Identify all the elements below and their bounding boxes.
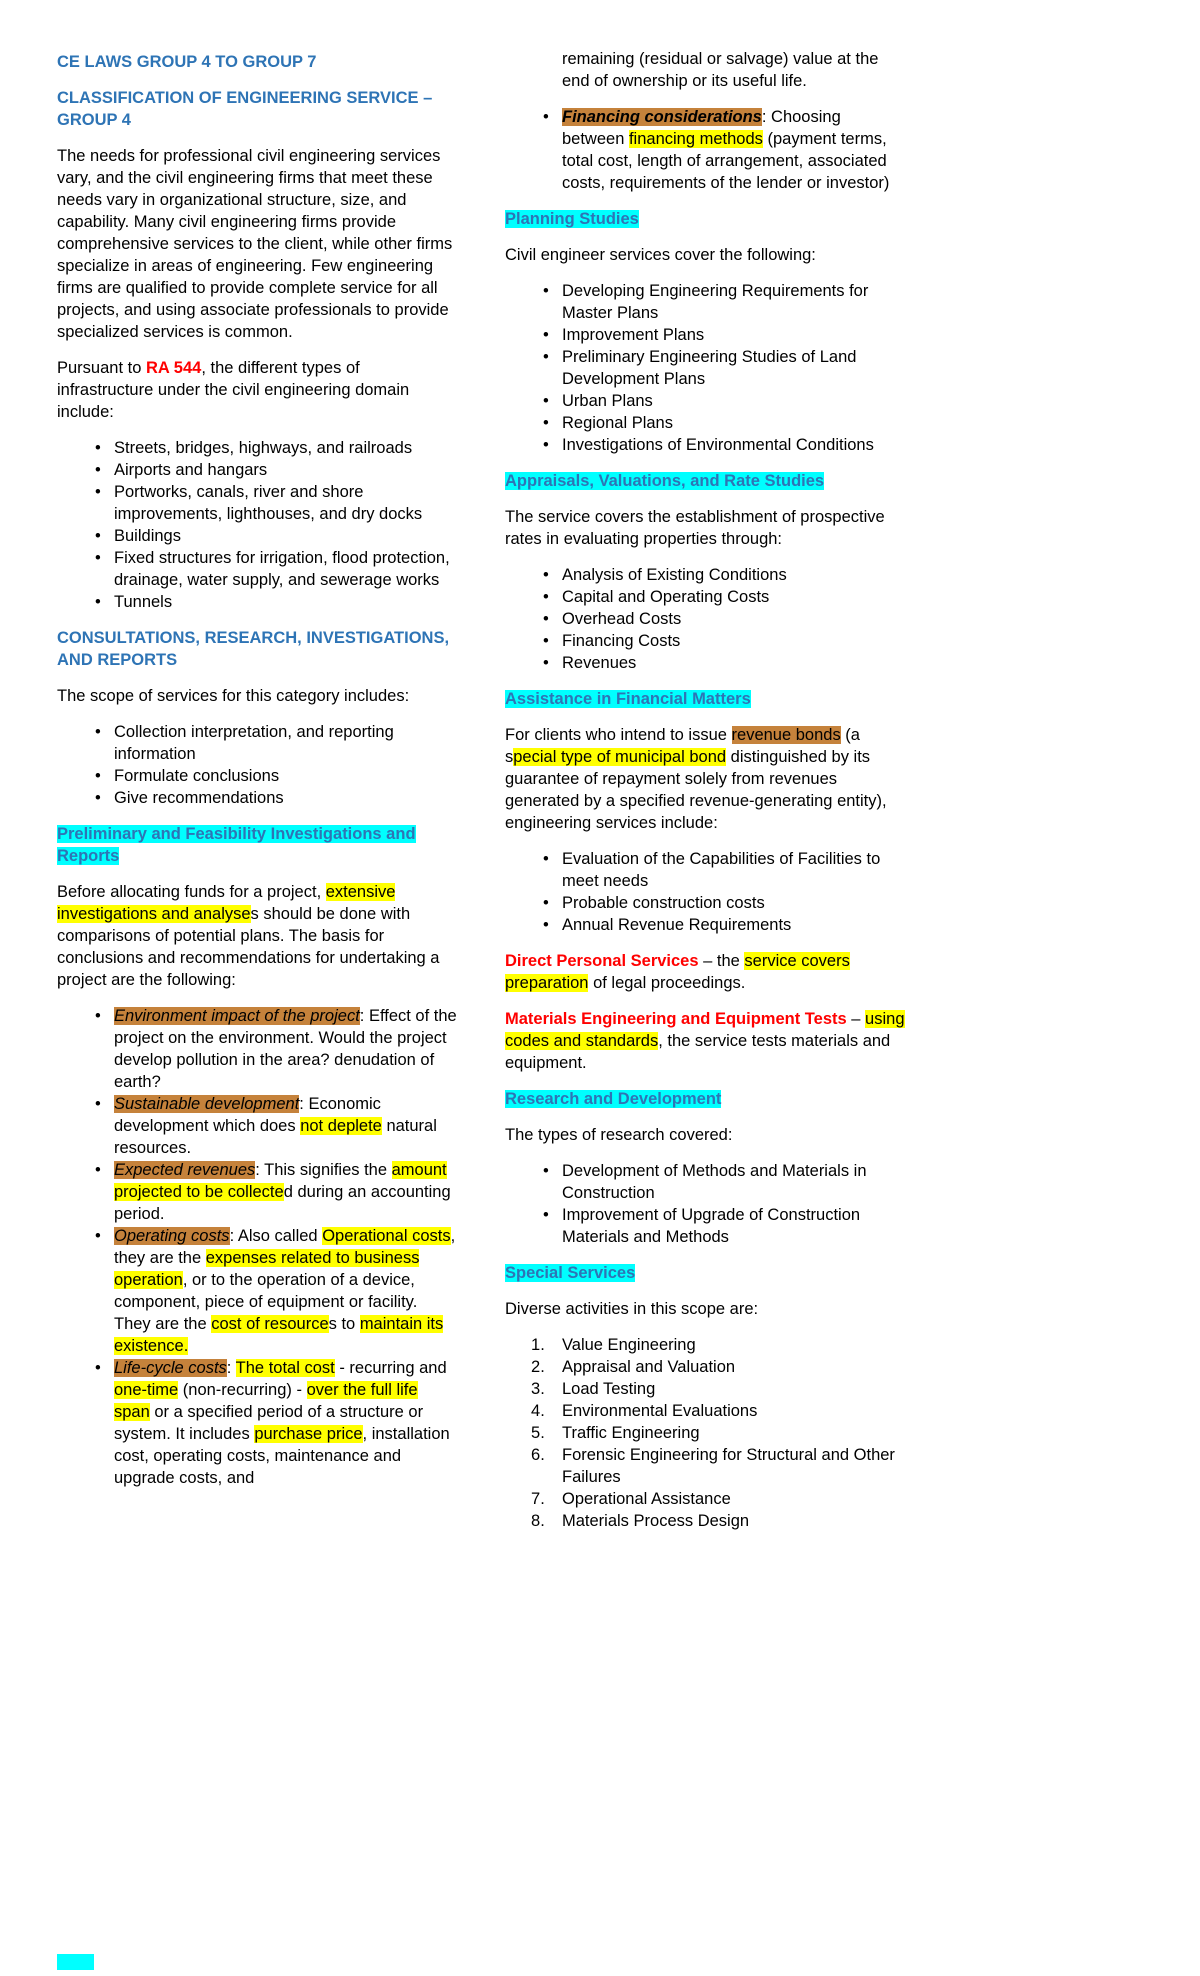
bullet-list (505, 106, 905, 194)
right-column (505, 48, 905, 1546)
text-run: Developing Engineering Requirements for Master Plans (562, 282, 869, 322)
text-run: , they are the (114, 1227, 456, 1267)
list-item (505, 324, 905, 346)
text-run: extensive investigations and analyse (57, 883, 396, 923)
bullet-list (505, 564, 905, 674)
list-item (505, 1356, 905, 1378)
list-item (57, 721, 457, 765)
text-run: – (846, 1010, 866, 1028)
list-item (505, 1510, 905, 1532)
text-run: RA 544 (145, 359, 202, 377)
list-item (505, 564, 905, 586)
text-run: Materials Process Design (562, 1512, 750, 1530)
text-run: Environment impact of the project (114, 1007, 360, 1025)
list-item (57, 1357, 457, 1489)
text-run: Sustainable development (114, 1095, 300, 1113)
text-run: CLASSIFICATION OF ENGINEERING SERVICE – GROUP 4 (57, 89, 433, 129)
paragraph (57, 357, 457, 423)
text-run: natural resources. (114, 1117, 437, 1157)
list-item (505, 1204, 905, 1248)
text-run: of legal proceedings. (588, 974, 746, 992)
text-run: : Choosing between (562, 108, 841, 148)
text-run: Operating costs (114, 1227, 230, 1245)
section-heading (505, 470, 905, 492)
text-run: d during an accounting period. (114, 1183, 451, 1223)
text-run: Portworks, canals, river and shore improvements, lighthouses, and dry docks (114, 483, 423, 523)
bullet-list (505, 848, 905, 936)
paragraph (57, 881, 457, 991)
text-run: Improvement of Upgrade of Construction Materials and Methods (562, 1206, 861, 1246)
numbered-list (505, 1334, 905, 1532)
paragraph (57, 145, 457, 343)
text-run: Collection interpretation, and reporting information (114, 723, 394, 763)
text-run: Environmental Evaluations (562, 1402, 758, 1420)
text-run: Development of Methods and Materials in Construction (562, 1162, 867, 1202)
text-run: Forensic Engineering for Structural and Other Failures (562, 1446, 895, 1486)
text-run: Investigations of Environmental Conditions (562, 436, 874, 454)
text-run: Tunnels (114, 593, 173, 611)
list-item (505, 346, 905, 390)
text-run: Expected revenues (114, 1161, 256, 1179)
text-run: Financing considerations (562, 108, 762, 126)
text-run: Materials Engineering and Equipment Tests (505, 1010, 847, 1028)
text-run: Airports and hangars (114, 461, 268, 479)
text-run: purchase price (254, 1425, 363, 1443)
list-item (57, 459, 457, 481)
text-run: remaining (residual or salvage) value at the end of ownership or its useful life. (562, 50, 879, 90)
paragraph (505, 244, 905, 266)
text-run: : Economic development which does (114, 1095, 381, 1135)
text-run: – the (698, 952, 745, 970)
text-run: distinguished by its guarantee of repayment solely from revenues generated by a specified revenue-generating entity), engineering services include: (505, 748, 887, 832)
text-run: Regional Plans (562, 414, 673, 432)
text-run: Appraisal and Valuation (562, 1358, 736, 1376)
paragraph (505, 1124, 905, 1146)
text-run: Give recommendations (114, 789, 284, 807)
text-run: using codes and standards (505, 1010, 905, 1050)
text-run: service covers preparation (505, 952, 850, 992)
text-run: Civil engineer services cover the following: (505, 246, 816, 264)
paragraph (505, 1298, 905, 1320)
text-run: pecial type of municipal bond (513, 748, 727, 766)
list-item (505, 106, 905, 194)
paragraph (505, 724, 905, 834)
text-run: Traffic Engineering (562, 1424, 700, 1442)
list-item (57, 1159, 457, 1225)
text-run: , the different types of infrastructure under the civil engineering domain include: (57, 359, 410, 421)
list-item (505, 434, 905, 456)
text-run: , or to the operation of a device, component, piece of equipment or facility. They are the (114, 1271, 418, 1333)
list-item (505, 1422, 905, 1444)
text-run: Assistance in Financial Matters (505, 690, 751, 708)
text-run: Formulate conclusions (114, 767, 280, 785)
text-run: The total cost (235, 1359, 335, 1377)
section-heading (57, 87, 457, 131)
list-item (505, 848, 905, 892)
text-run: Value Engineering (562, 1336, 696, 1354)
section-heading (505, 688, 905, 710)
list-item (505, 1400, 905, 1422)
list-item (57, 765, 457, 787)
text-run: : Also called (229, 1227, 323, 1245)
text-run: amount projected to be collecte (114, 1161, 447, 1201)
text-run: s should be done with comparisons of potential plans. The basis for conclusions and recommendations for undertaking a project are the following: (57, 905, 440, 989)
list-item (57, 1093, 457, 1159)
cutoff-highlight-strip (57, 1954, 94, 1970)
list-item (57, 1225, 457, 1357)
list-item (57, 437, 457, 459)
bullet-list (57, 721, 457, 809)
text-run: Operational costs (322, 1227, 451, 1245)
text-run: (non-recurring) - (178, 1381, 307, 1399)
list-item (505, 1160, 905, 1204)
list-item (57, 481, 457, 525)
section-heading (505, 1262, 905, 1284)
text-run: Diverse activities in this scope are: (505, 1300, 759, 1318)
list-item (505, 608, 905, 630)
list-item (57, 1005, 457, 1093)
paragraph (505, 1008, 905, 1074)
bullet-list (57, 1005, 457, 1489)
text-run: Pursuant to (57, 359, 146, 377)
text-run: cost of resource (211, 1315, 329, 1333)
text-run: CE LAWS GROUP 4 TO GROUP 7 (57, 53, 317, 71)
text-run: (payment terms, total cost, length of arrangement, associated costs, requirements of the lender or investor) (562, 130, 890, 192)
text-run: The needs for professional civil engineering services vary, and the civil engineering firms that meet these needs vary in organizational structure, size, and capability. Many civil engineering firms provide comprehensive services to the client, while other firms specialize in areas of engineering. Few engineering firms are qualified to provide complete service for all projects, and using associate professionals to provide specialized services is common. (57, 147, 453, 341)
bullet-list (505, 280, 905, 456)
list-item (505, 914, 905, 936)
text-run: Improvement Plans (562, 326, 705, 344)
list-item (505, 586, 905, 608)
text-run: Evaluation of the Capabilities of Facilities to meet needs (562, 850, 881, 890)
list-item (505, 1488, 905, 1510)
text-run: The service covers the establishment of prospective rates in evaluating properties through: (505, 508, 885, 548)
section-heading (57, 627, 457, 671)
text-run: Preliminary Engineering Studies of Land Development Plans (562, 348, 857, 388)
list-item (505, 892, 905, 914)
list-item (505, 1378, 905, 1400)
list-item (57, 547, 457, 591)
text-run: Life-cycle costs (114, 1359, 227, 1377)
left-column (57, 48, 457, 1503)
text-run: Probable construction costs (562, 894, 765, 912)
list-item (505, 630, 905, 652)
text-run: over the full life span (114, 1381, 418, 1421)
text-run: expenses related to business operation (114, 1249, 420, 1289)
text-run: Special Services (505, 1264, 636, 1282)
text-run: The types of research covered: (505, 1126, 733, 1144)
text-run: : Effect of the project on the environment. Would the project develop pollution in the area? denudation of earth? (114, 1007, 457, 1091)
text-run: Capital and Operating Costs (562, 588, 770, 606)
text-run: Direct Personal Services (505, 952, 699, 970)
text-run: (a s (505, 726, 860, 766)
list-item (505, 390, 905, 412)
bullet-list (57, 437, 457, 613)
text-run: Overhead Costs (562, 610, 682, 628)
text-run: Fixed structures for irrigation, flood protection, drainage, water supply, and sewerage works (114, 549, 450, 589)
list-item (505, 652, 905, 674)
paragraph (505, 950, 905, 994)
text-run: - recurring and (334, 1359, 447, 1377)
text-run: maintain its existence. (114, 1315, 444, 1355)
section-heading (57, 823, 457, 867)
text-run: Financing Costs (562, 632, 681, 650)
section-heading (505, 208, 905, 230)
text-run: CONSULTATIONS, RESEARCH, INVESTIGATIONS, AND REPORTS (57, 629, 450, 669)
bullet-list (505, 1160, 905, 1248)
text-run: Planning Studies (505, 210, 639, 228)
text-run: , installation cost, operating costs, maintenance and upgrade costs, and (114, 1425, 450, 1487)
paragraph (57, 685, 457, 707)
list-item (57, 591, 457, 613)
text-run: For clients who intend to issue (505, 726, 732, 744)
list-item (505, 1444, 905, 1488)
text-run: Streets, bridges, highways, and railroads (114, 439, 413, 457)
text-run: Research and Development (505, 1090, 722, 1108)
list-item (505, 412, 905, 434)
text-run: Before allocating funds for a project, (57, 883, 326, 901)
paragraph (505, 48, 905, 92)
paragraph (505, 506, 905, 550)
text-run: : This signifies the (255, 1161, 392, 1179)
text-run: Urban Plans (562, 392, 653, 410)
text-run: Operational Assistance (562, 1490, 731, 1508)
text-run: Load Testing (562, 1380, 656, 1398)
text-run: Preliminary and Feasibility Investigations and Reports (57, 825, 416, 865)
text-run: not deplete (300, 1117, 382, 1135)
text-run: or a specified period of a structure or system. It includes (114, 1403, 424, 1443)
text-run: , the service tests materials and equipment. (505, 1032, 891, 1072)
text-run: financing methods (628, 130, 763, 148)
text-run: : (226, 1359, 236, 1377)
text-run: revenue bonds (731, 726, 841, 744)
text-run: Annual Revenue Requirements (562, 916, 792, 934)
text-run: Analysis of Existing Conditions (562, 566, 787, 584)
list-item (505, 280, 905, 324)
list-item (505, 1334, 905, 1356)
list-item (57, 525, 457, 547)
section-heading (505, 1088, 905, 1110)
text-run: Buildings (114, 527, 181, 545)
list-item (57, 787, 457, 809)
text-run: one-time (114, 1381, 179, 1399)
text-run: s to (328, 1315, 360, 1333)
text-run: Appraisals, Valuations, and Rate Studies (505, 472, 825, 490)
text-run: Revenues (562, 654, 637, 672)
text-run: The scope of services for this category includes: (57, 687, 410, 705)
section-heading (57, 51, 457, 73)
